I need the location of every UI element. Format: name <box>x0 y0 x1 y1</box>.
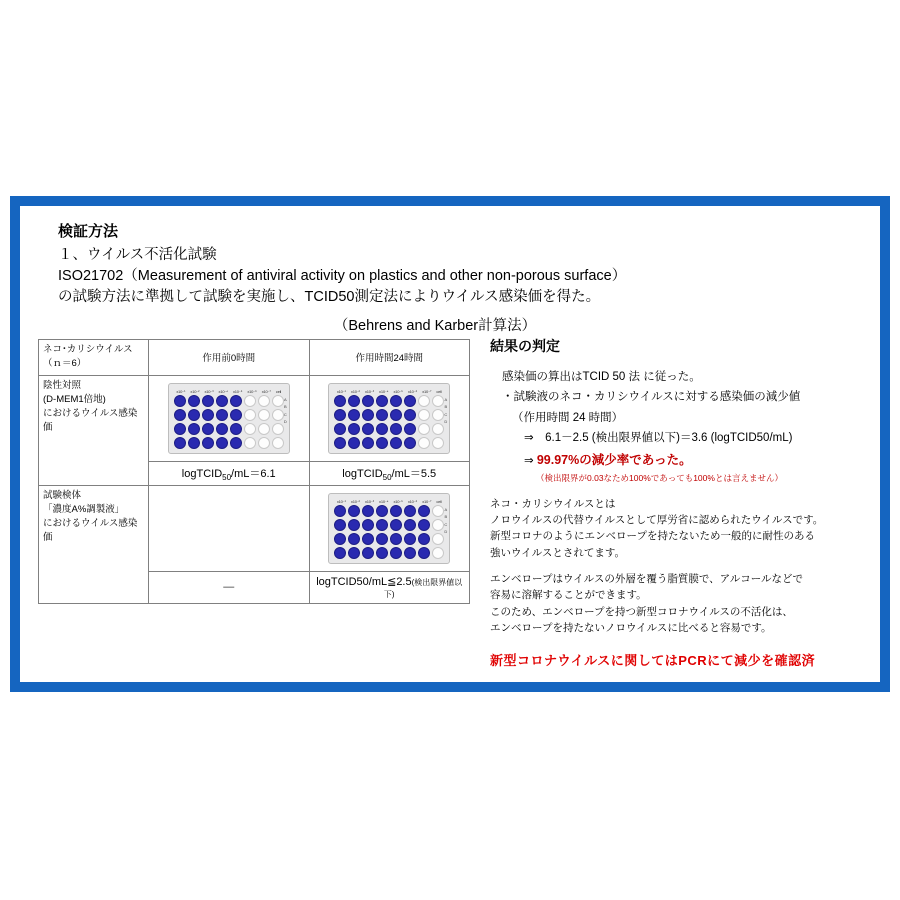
plate-well <box>432 423 444 435</box>
plate-well <box>376 409 388 421</box>
plate-top-labels: x10⁻¹ x10⁻² x10⁻³ x10⁻⁴ x10⁻⁵ x10⁻⁶ x10⁻⁷ cell <box>336 388 442 394</box>
plate-well <box>272 395 284 407</box>
plate-well <box>174 409 186 421</box>
plate-well <box>272 409 284 421</box>
plate-well <box>432 437 444 449</box>
plate-well <box>390 505 402 517</box>
plate-well <box>418 505 430 517</box>
plate-well <box>376 547 388 559</box>
results-table <box>38 339 470 604</box>
plate-well <box>174 437 186 449</box>
plate-well <box>174 395 186 407</box>
result-line-2: ・試験液のネコ・カリシウイルスに対する感染価の減少値 <box>502 391 801 404</box>
slide-content <box>20 206 880 682</box>
plate-well <box>216 437 228 449</box>
plate-well <box>362 395 374 407</box>
virus-info-line-1: ノロウイルスの代替ウイルスとして厚労省に認められたウイルスです。 <box>490 514 824 527</box>
plate-well <box>348 547 360 559</box>
envelope-info-line-2: 容易に溶解することができます。 <box>490 589 647 602</box>
plate-well <box>188 437 200 449</box>
plate-well <box>362 519 374 531</box>
envelope-info-line-1: エンベロープはウイルスの外層を覆う脂質膜で、アルコールなどで <box>490 573 804 586</box>
plate-well <box>418 547 430 559</box>
plate-well <box>202 423 214 435</box>
sample-label-3: におけるウイルス感染価 <box>43 518 138 544</box>
sample-value-note: (検出限界値以下) <box>383 577 463 599</box>
value-suffix: /mL＝5.5 <box>391 467 437 480</box>
plate-well <box>188 395 200 407</box>
plate-well <box>418 437 430 449</box>
value-prefix: logTCID <box>342 467 383 480</box>
plate-well <box>390 519 402 531</box>
value-suffix: /mL＝6.1 <box>231 467 276 480</box>
value-control-0h <box>149 461 310 485</box>
plate-well <box>390 423 402 435</box>
plate-side-labels: A B C D <box>444 506 448 535</box>
plate-well <box>362 409 374 421</box>
plate-image-control-0h <box>149 375 310 461</box>
plate-well <box>202 437 214 449</box>
slide-frame <box>10 196 890 692</box>
result-line-3: （作用時間 24 時間） <box>512 411 624 424</box>
plate-well <box>258 395 270 407</box>
plate-well <box>272 423 284 435</box>
plate-well <box>334 533 346 545</box>
value-prefix: logTCID <box>181 467 223 480</box>
table-row <box>39 485 470 571</box>
column-header-0h: 作用前0時間 <box>149 340 310 376</box>
microplate-graphic <box>168 383 290 454</box>
method-line-2: ISO21702（Measurement of antiviral activity on plastics and other non-porous surface） <box>58 268 627 285</box>
sample-label-1: 試験検体 <box>43 489 82 501</box>
plate-well <box>188 409 200 421</box>
plate-well <box>404 533 416 545</box>
value-sub: 50 <box>382 472 392 482</box>
plate-well <box>418 533 430 545</box>
plate-well <box>230 423 242 435</box>
plate-well <box>362 423 374 435</box>
results-title: 結果の判定 <box>490 338 560 354</box>
plate-well <box>334 547 346 559</box>
column-header-24h: 作用時間24時間 <box>309 340 470 376</box>
plate-well <box>404 409 416 421</box>
plate-well <box>334 437 346 449</box>
control-label-3: におけるウイルス感染価 <box>43 408 138 434</box>
plate-well <box>390 395 402 407</box>
plate-well <box>244 409 256 421</box>
plate-well <box>334 519 346 531</box>
plate-well <box>334 395 346 407</box>
plate-well <box>348 437 360 449</box>
plate-well <box>216 395 228 407</box>
reduction-rate-text: 99.97%の減少率であった。 <box>536 452 692 467</box>
envelope-info-line-4: エンベロープを持たないノロウイルスに比べると容易です。 <box>490 621 772 634</box>
covid-conclusion-text: 新型コロナウイルスに関してはPCRにて減少を確認済 <box>490 653 816 669</box>
plate-well <box>244 437 256 449</box>
plate-well <box>258 423 270 435</box>
microplate-graphic <box>328 493 450 564</box>
corner-line-2: （ｎ＝6） <box>43 358 87 370</box>
plate-well <box>418 395 430 407</box>
value-sample-0h: ― <box>149 571 310 603</box>
plate-well <box>390 533 402 545</box>
plate-well <box>390 409 402 421</box>
virus-info-line-2: 新型コロナのようにエンベロープを持たないため一般的に耐性のある <box>490 530 815 543</box>
plate-well <box>404 547 416 559</box>
plate-well <box>404 423 416 435</box>
virus-info-title: ネコ・カリシウイルスとは <box>490 497 616 510</box>
value-sub: 50 <box>222 472 232 482</box>
virus-info-line-3: 強いウイルスとされてます。 <box>490 546 626 559</box>
sample-value-main: logTCID50/mL≦2.5 <box>316 575 412 588</box>
plate-well <box>348 519 360 531</box>
plate-well <box>362 533 374 545</box>
plate-well <box>432 547 444 559</box>
plate-well <box>258 409 270 421</box>
plate-well <box>230 395 242 407</box>
plate-well <box>348 505 360 517</box>
plate-well <box>376 519 388 531</box>
plate-well-grid <box>334 395 444 449</box>
control-label-1: 陰性対照 <box>43 379 82 391</box>
detection-limit-note: （検出限界が0.03なため100%であっても100%とは言えません） <box>536 472 783 483</box>
plate-well <box>362 505 374 517</box>
plate-well <box>404 395 416 407</box>
plate-well <box>418 519 430 531</box>
row-header-sample <box>39 485 149 603</box>
plate-well <box>334 409 346 421</box>
plate-well <box>376 437 388 449</box>
plate-well <box>418 423 430 435</box>
plate-well <box>390 547 402 559</box>
plate-well <box>202 395 214 407</box>
plate-well <box>334 423 346 435</box>
plate-well <box>404 519 416 531</box>
plate-well <box>174 423 186 435</box>
value-sample-24h <box>309 571 470 603</box>
plate-well <box>432 505 444 517</box>
behrens-karber-note: （Behrens and Karber計算法） <box>333 318 537 335</box>
result-line-5 <box>524 450 880 470</box>
plate-top-labels: x10⁻¹ x10⁻² x10⁻³ x10⁻⁴ x10⁻⁵ x10⁻⁶ x10⁻⁷ cell <box>176 388 282 394</box>
plate-side-labels: A B C D <box>283 396 287 425</box>
plate-well <box>348 533 360 545</box>
sample-label-2: 「濃度A%調製液」 <box>43 503 125 515</box>
results-panel <box>490 336 880 669</box>
plate-well <box>230 409 242 421</box>
plate-image-control-24h <box>309 375 470 461</box>
plate-well <box>432 533 444 545</box>
plate-well <box>348 395 360 407</box>
plate-well <box>376 423 388 435</box>
method-line-1: １、ウイルス不活化試験 <box>58 247 217 263</box>
plate-well <box>216 409 228 421</box>
plate-well-grid <box>174 395 284 449</box>
plate-well <box>188 423 200 435</box>
plate-well <box>432 519 444 531</box>
plate-well-grid <box>334 505 444 559</box>
plate-well <box>202 409 214 421</box>
result-line-1: 感染価の算出はTCID 50 法 に従った。 <box>502 371 701 383</box>
plate-well <box>404 437 416 449</box>
empty-cell-sample-0h <box>149 485 310 571</box>
microplate-graphic <box>328 383 450 454</box>
arrow-glyph: ⇒ <box>524 454 534 467</box>
plate-well <box>272 437 284 449</box>
plate-image-sample-24h <box>309 485 470 571</box>
plate-top-labels: x10⁻¹ x10⁻² x10⁻³ x10⁻⁴ x10⁻⁵ x10⁻⁶ x10⁻⁷ cell <box>336 498 442 504</box>
plate-well <box>230 437 242 449</box>
result-line-4: ⇒ 6.1－2.5 (検出限界値以下)＝3.6 (logTCID50/mL) <box>524 432 793 445</box>
plate-well <box>418 409 430 421</box>
plate-well <box>348 409 360 421</box>
page-title: 検証方法 <box>58 223 119 240</box>
envelope-info-line-3: このため、エンベロープを持つ新型コロナウイルスの不活化は、 <box>490 605 793 618</box>
table-row <box>39 375 470 461</box>
plate-well <box>432 409 444 421</box>
value-control-24h <box>309 461 470 485</box>
plate-well <box>362 437 374 449</box>
plate-well <box>244 395 256 407</box>
table-corner-cell <box>39 340 149 376</box>
plate-well <box>244 423 256 435</box>
corner-line-1: ネコ･カリシウイルス <box>43 344 133 355</box>
plate-well <box>334 505 346 517</box>
plate-well <box>376 505 388 517</box>
plate-well <box>390 437 402 449</box>
virus-info-block <box>490 496 880 636</box>
plate-well <box>258 437 270 449</box>
plate-well <box>348 423 360 435</box>
plate-well <box>362 547 374 559</box>
plate-well <box>404 505 416 517</box>
plate-well <box>432 395 444 407</box>
plate-well <box>376 533 388 545</box>
control-label-2: (D-MEM1倍地) <box>43 393 106 405</box>
row-header-control <box>39 375 149 485</box>
plate-well <box>216 423 228 435</box>
method-line-3: の試験方法に準拠して試験を実施し、TCID50測定法によりウイルス感染価を得た。 <box>58 289 601 306</box>
plate-side-labels: A B C D <box>444 396 448 425</box>
plate-well <box>376 395 388 407</box>
table-header-row <box>39 340 470 376</box>
